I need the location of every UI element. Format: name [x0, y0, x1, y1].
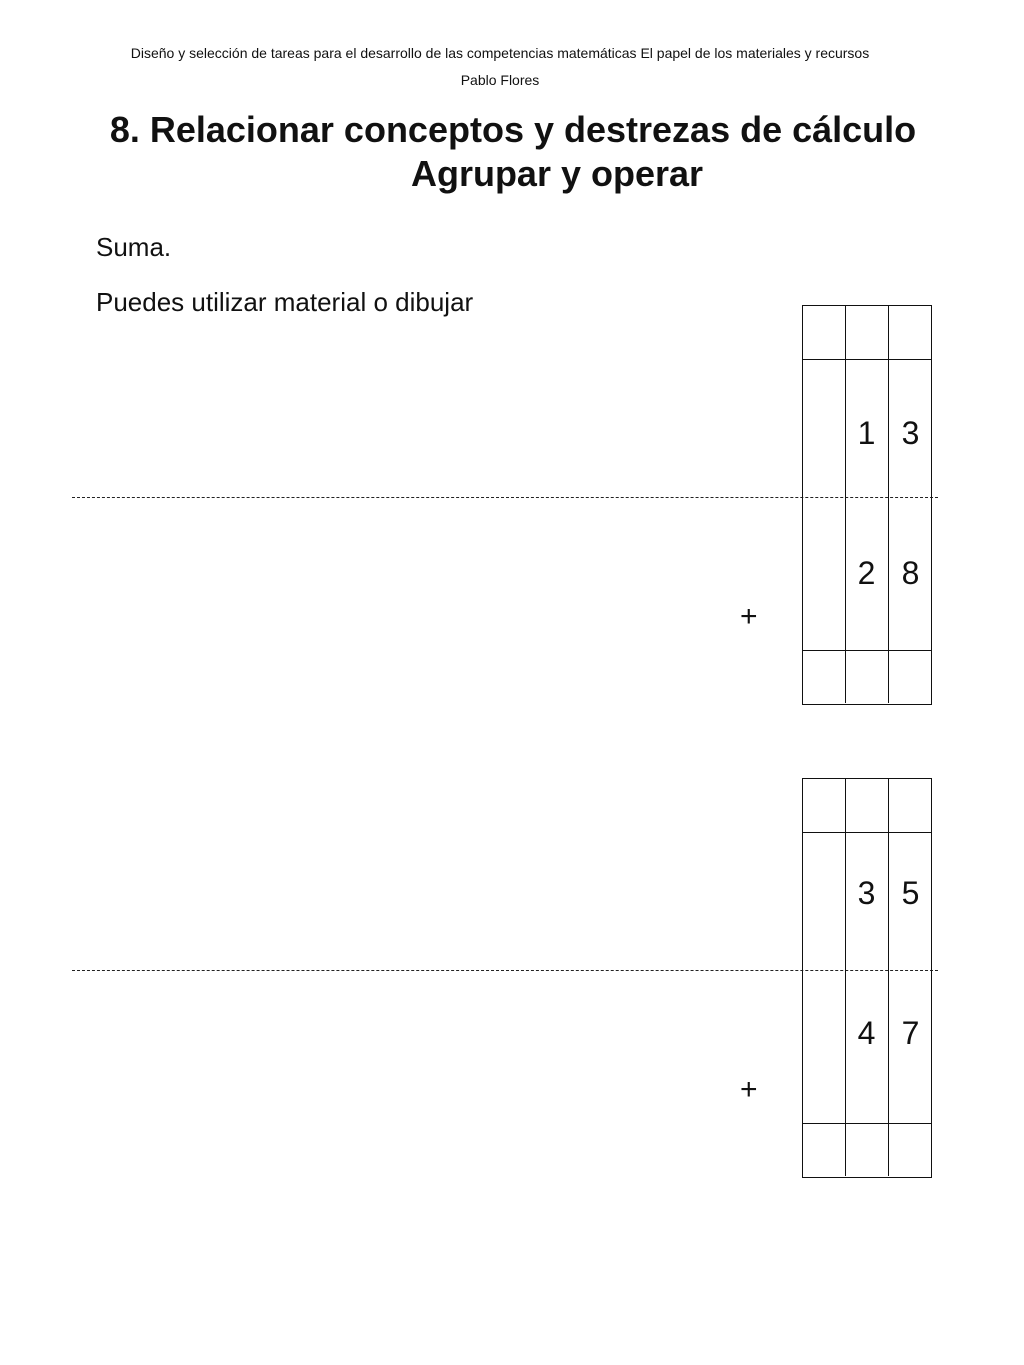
digit-tens: 4 [857, 1015, 876, 1051]
plus-sign: + [740, 1073, 758, 1106]
numbers-row [803, 360, 931, 651]
carry-row [803, 306, 931, 360]
result-row[interactable] [803, 651, 931, 703]
addition-grid [802, 778, 932, 1178]
digit-tens: 1 [857, 415, 876, 451]
digit-ones: 8 [901, 555, 920, 591]
plus-sign: + [740, 600, 758, 633]
digit-tens: 3 [857, 875, 876, 911]
exercise-instruction: Puedes utilizar material o dibujar [96, 287, 474, 317]
document-header-author: Pablo Flores [460, 72, 540, 88]
digit-ones: 7 [901, 1015, 920, 1051]
digit-ones: 3 [901, 415, 920, 451]
document-header-title: Diseño y selección de tareas para el desarrollo de las competencias matemáticas El papel de los materiales y recursos [130, 45, 870, 61]
result-row[interactable] [803, 1124, 931, 1176]
exercise-label: Suma. [96, 232, 172, 262]
addition-grid [802, 305, 932, 705]
numbers-row [803, 833, 931, 1124]
digit-ones: 5 [901, 875, 920, 911]
page-title: 8. Relacionar conceptos y destrezas de cálculo [109, 109, 917, 150]
page-subtitle: Agrupar y operar [410, 153, 704, 194]
digit-tens: 2 [857, 555, 876, 591]
carry-row [803, 779, 931, 833]
